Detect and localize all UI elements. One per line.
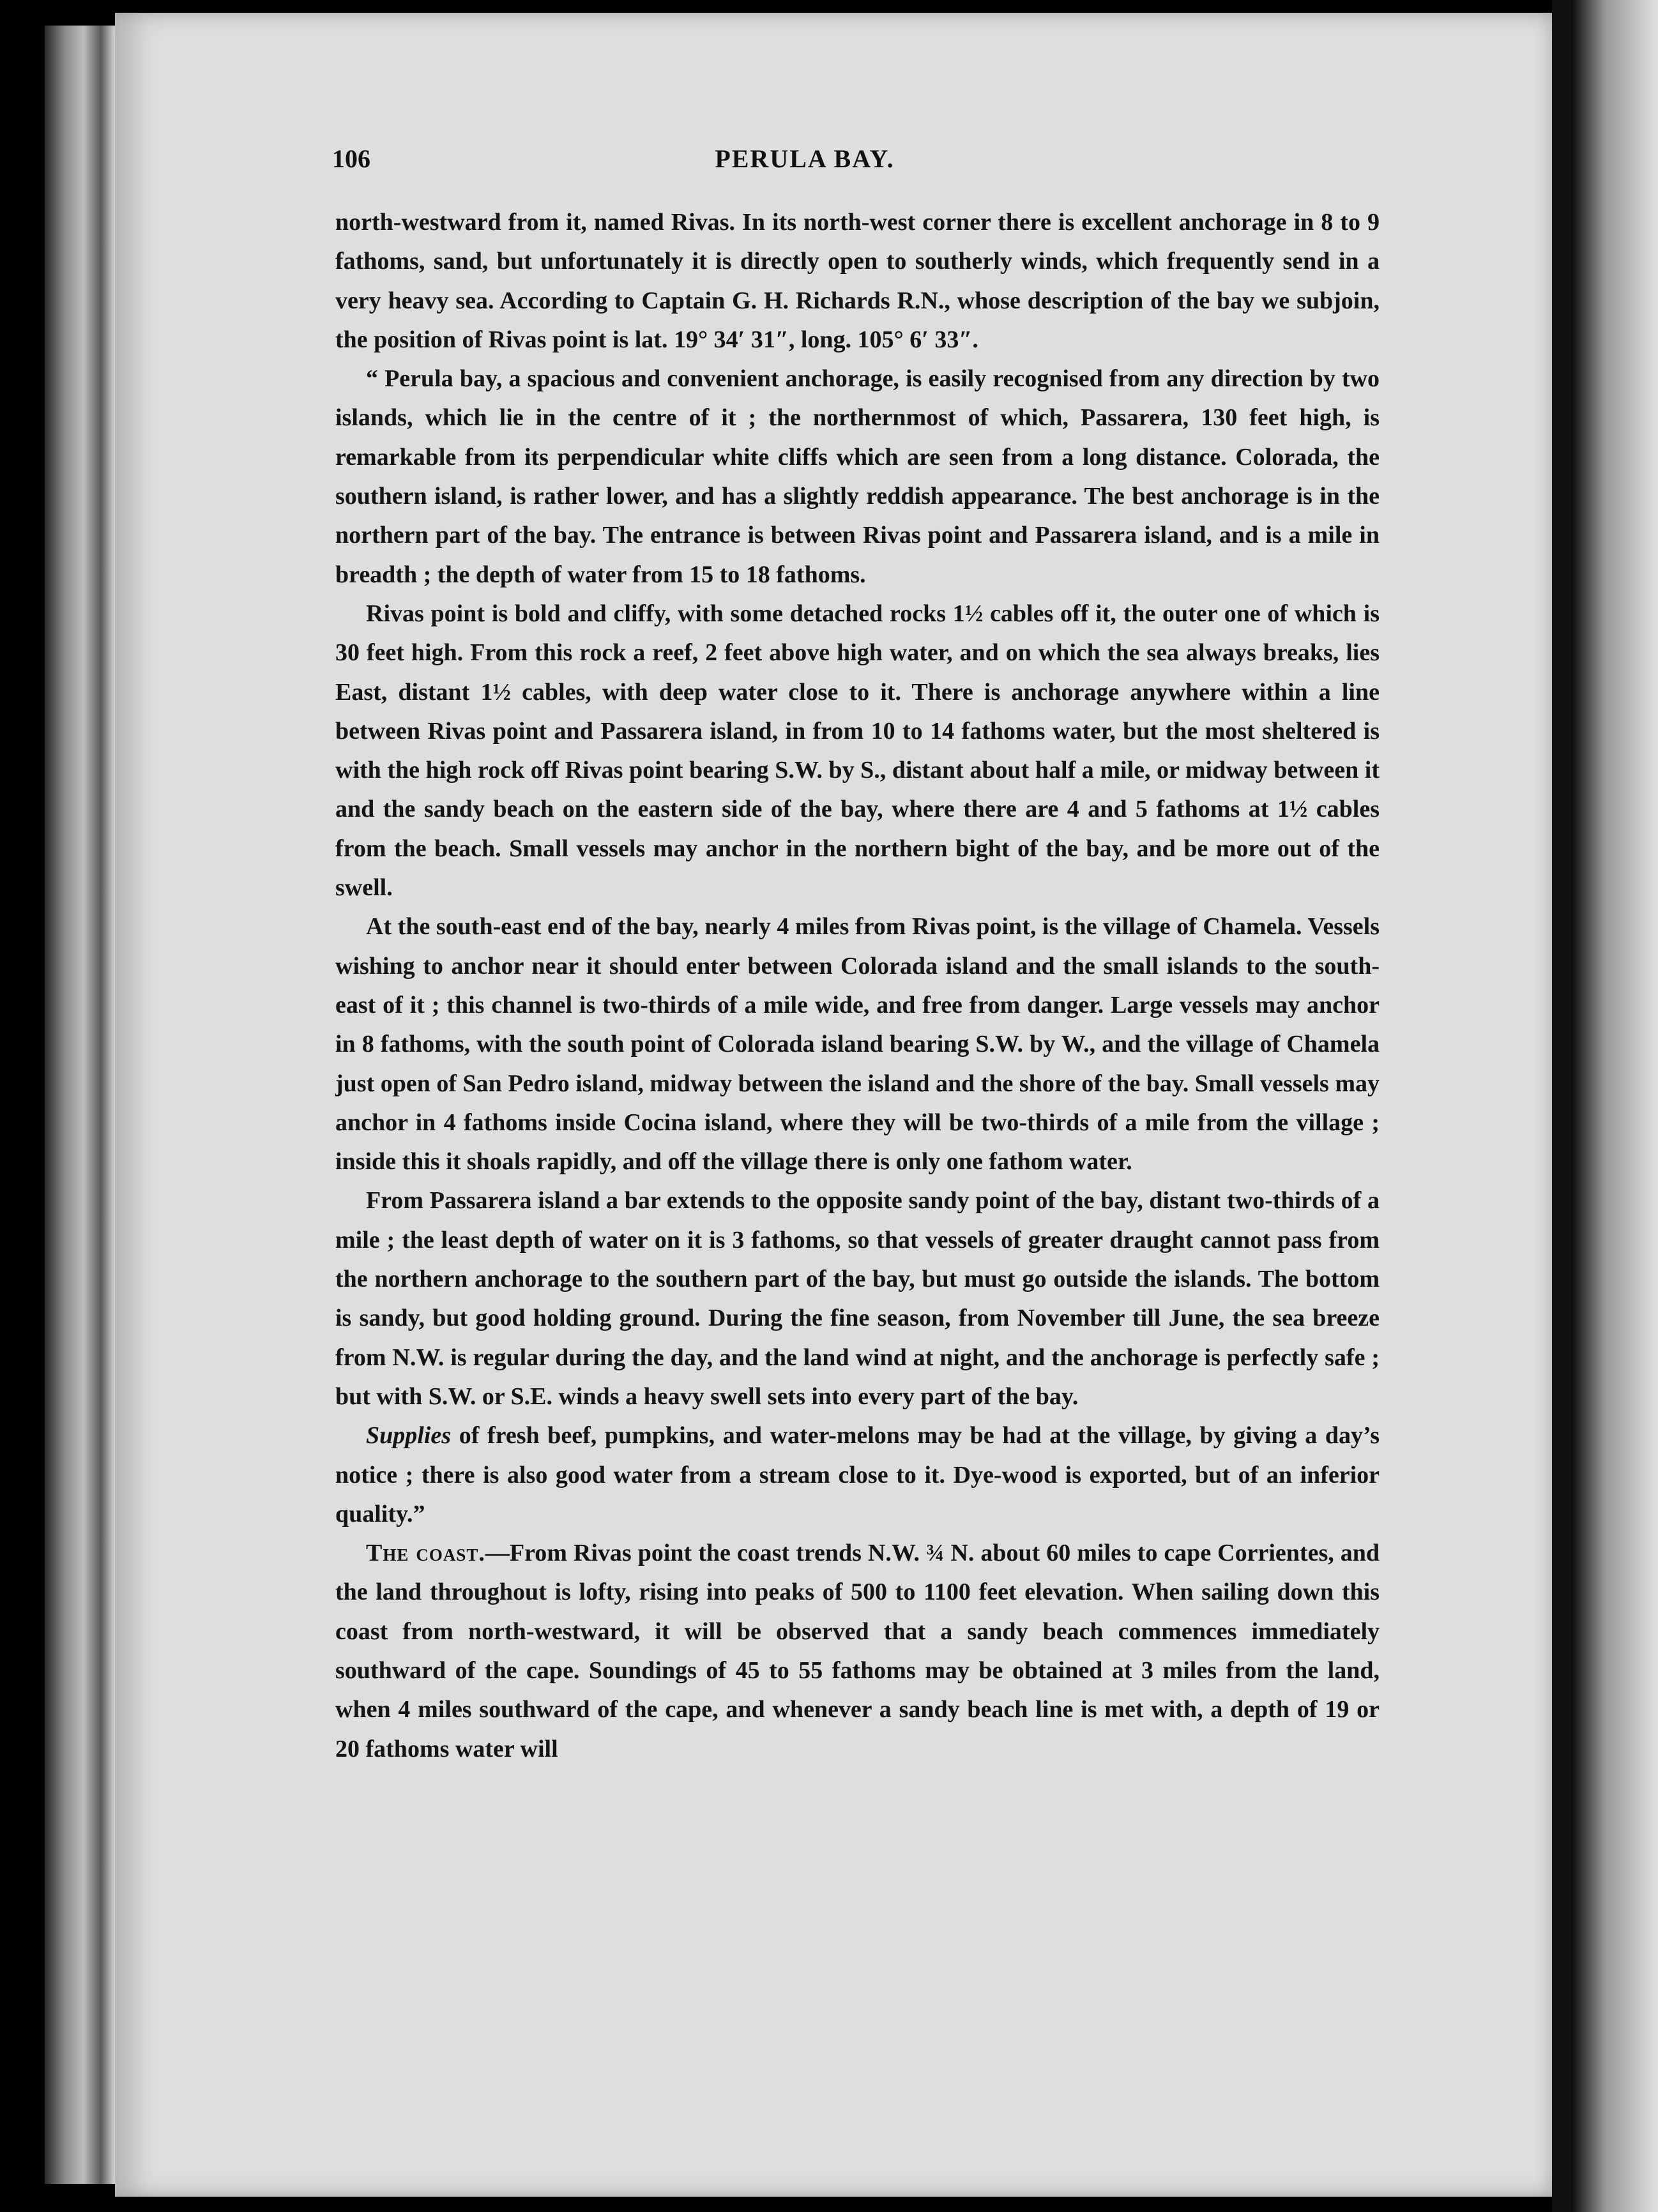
paragraph: Rivas point is bold and cliffy, with some detached rocks 1½ cables off it, the outer one of which is 30 feet high. From this rock a reef, 2 feet above high water, and on which the sea always breaks, lies East, distant 1½ cables, with deep water close to it. There is anchorage anywhere within a line between Rivas point and Passarera island, in from 10 to 14 fathoms water, but the most sheltered is with the high rock off Rivas point bearing S.W. by S., distant about half a mile, or midway between it and the sandy beach on the eastern side of the bay, where there are 4 and 5 fathoms at 1½ cables from the beach. Small vessels may anchor in the northern bight of the bay, and be more out of the swell. bbox=[335, 600, 1380, 902]
running-title: PERULA BAY. bbox=[715, 144, 895, 173]
page-gutter-shadow bbox=[1552, 0, 1571, 2212]
paragraph: At the south-east end of the bay, nearly 4 miles from Rivas point, is the village of Chamela. Vessels wishing to anchor near it should enter between Colorada island and the small islands to the south-east of it ; this channel is two-thirds of a mile wide, and free from danger. Large vessels may anchor in 8 fathoms, with the south point of Colorada island bearing S.W. by W., and the village of Chamela just open of San Pedro island, midway between the island and the shore of the bay. Small vessels may anchor in 4 fathoms inside Cocina island, where they will be two-thirds of a mile from the village ; inside this it shoals rapidly, and off the village there is only one fathom water. bbox=[335, 913, 1380, 1176]
page-number: 106 bbox=[332, 144, 370, 173]
book-binding-edge bbox=[45, 26, 115, 2184]
paragraph: “ Perula bay, a spacious and convenient anchorage, is easily recognised from any direction by two islands, which lie in the centre of it ; the northernmost of which, Passarera, 130 feet high, is remarkable from its perpendicular white cliffs which are seen from a long distance. Colorada, the southern island, is rather lower, and has a slightly reddish appearance. The best anchorage is in the northern part of the bay. The entrance is between Rivas point and Passarera island, and is a mile in breadth ; the depth of water from 15 to 18 fathoms. bbox=[335, 365, 1380, 588]
paragraph-lead-italic: Supplies bbox=[366, 1422, 452, 1450]
paragraph-continuation: —From Rivas point the coast trends N.W. ¾ N. about 60 miles to cape Corrientes, and the land throughout is lofty, rising into peaks of 500 to 1100 feet elevation. When sailing down this coast from north-westward, it will be observed that a sandy beach commences immediately southward of the cape. Soundings of 45 to 55 fathoms may be obtained at 3 miles from the land, when 4 miles southward of the cape, and whenever a sandy beach line is met with, a depth of 19 or 20 fathoms water will bbox=[335, 1540, 1380, 1762]
facing-page-edge bbox=[1571, 0, 1658, 2212]
paragraph bbox=[335, 1416, 1380, 1534]
body-text bbox=[335, 203, 1380, 1769]
page-header bbox=[204, 144, 1405, 182]
section-lead-smallcaps: The coast. bbox=[366, 1540, 485, 1567]
paragraph: From Passarera island a bar extends to the opposite sandy point of the bay, distant two-thirds of a mile ; the least depth of water on it is 3 fathoms, so that vessels of greater draught cannot pass from the northern anchorage to the southern part of the bay, but must go outside the islands. The bottom is sandy, but good holding ground. During the fine season, from November till June, the sea breeze from N.W. is regular during the day, and the land wind at night, and the anchorage is perfectly safe ; but with S.W. or S.E. winds a heavy swell sets into every part of the bay. bbox=[335, 1187, 1380, 1410]
paragraph-continuation: of fresh beef, pumpkins, and water-melons may be had at the village, by giving a day’s notice ; there is also good water from a stream close to it. Dye-wood is exported, but of an inferior quality.” bbox=[335, 1422, 1380, 1527]
paragraph bbox=[335, 1534, 1380, 1769]
paragraph: north-westward from it, named Rivas. In its north-west corner there is excellent anchorage in 8 to 9 fathoms, sand, but unfortunately it is directly open to southerly winds, which frequently send in a very heavy sea. According to Captain G. H. Richards R.N., whose description of the bay we subjoin, the position of Rivas point is lat. 19° 34′ 31″, long. 105° 6′ 33″. bbox=[335, 209, 1380, 353]
